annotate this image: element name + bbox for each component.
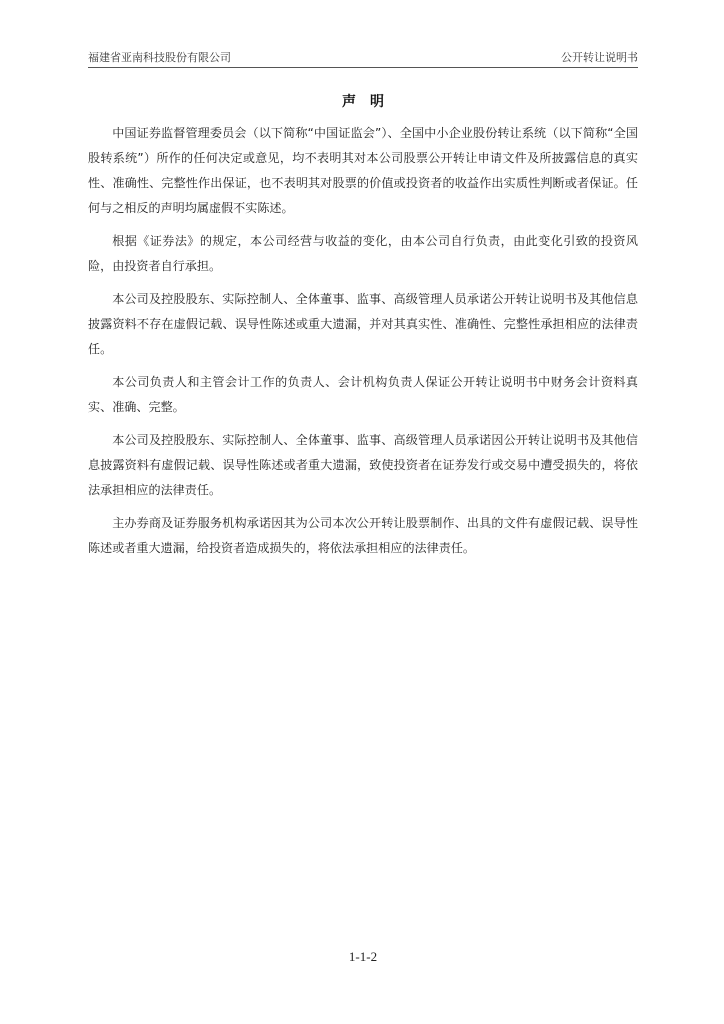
page-header [88,50,638,66]
header-divider [88,67,638,68]
paragraph-csrc-disclaimer: 中国证券监督管理委员会（以下简称“中国证监会”）、全国中小企业股份转让系统（以下简称“全国股转系统”）所作的任何决定或意见，均不表明其对本公司股票公开转让申请文件及所披露信息的真实性、准确性、完整性作出保证，也不表明其对股票的价值或投资者的收益作出实质性判断或者保证。任何与之相反的声明均属虚假不实陈述。 [88,126,638,215]
paragraph-disclosure-commitment: 本公司及控股股东、实际控制人、全体董事、监事、高级管理人员承诺公开转让说明书及其他信息披露资料不存在虚假记载、误导性陈述或重大遗漏，并对其真实性、准确性、完整性承担相应的法律责任。 [88,292,638,356]
header-document-title: 公开转让说明书 [561,51,638,64]
page-number: 1-1-2 [348,949,378,964]
paragraph-securities-law: 根据《证券法》的规定，本公司经营与收益的变化，由本公司自行负责，由此变化引致的投资风险，由投资者自行承担。 [88,234,638,273]
header-company-name: 福建省亚南科技股份有限公司 [88,51,231,64]
paragraph-broker-commitment: 主办券商及证券服务机构承诺因其为公司本次公开转让股票制作、出具的文件有虚假记载、误导性陈述或者重大遗漏，给投资者造成损失的，将依法承担相应的法律责任。 [88,516,638,555]
paragraph-liability-commitment: 本公司及控股股东、实际控制人、全体董事、监事、高级管理人员承诺因公开转让说明书及其他信息披露资料有虚假记载、误导性陈述或者重大遗漏，致使投资者在证券发行或交易中遭受损失的，将依法承担相应的法律责任。 [88,433,638,497]
page-title: 声明 [342,94,398,110]
statement-body [88,121,638,569]
paragraph-financial-guarantee: 本公司负责人和主管会计工作的负责人、会计机构负责人保证公开转让说明书中财务会计资料真实、准确、完整。 [88,375,638,414]
